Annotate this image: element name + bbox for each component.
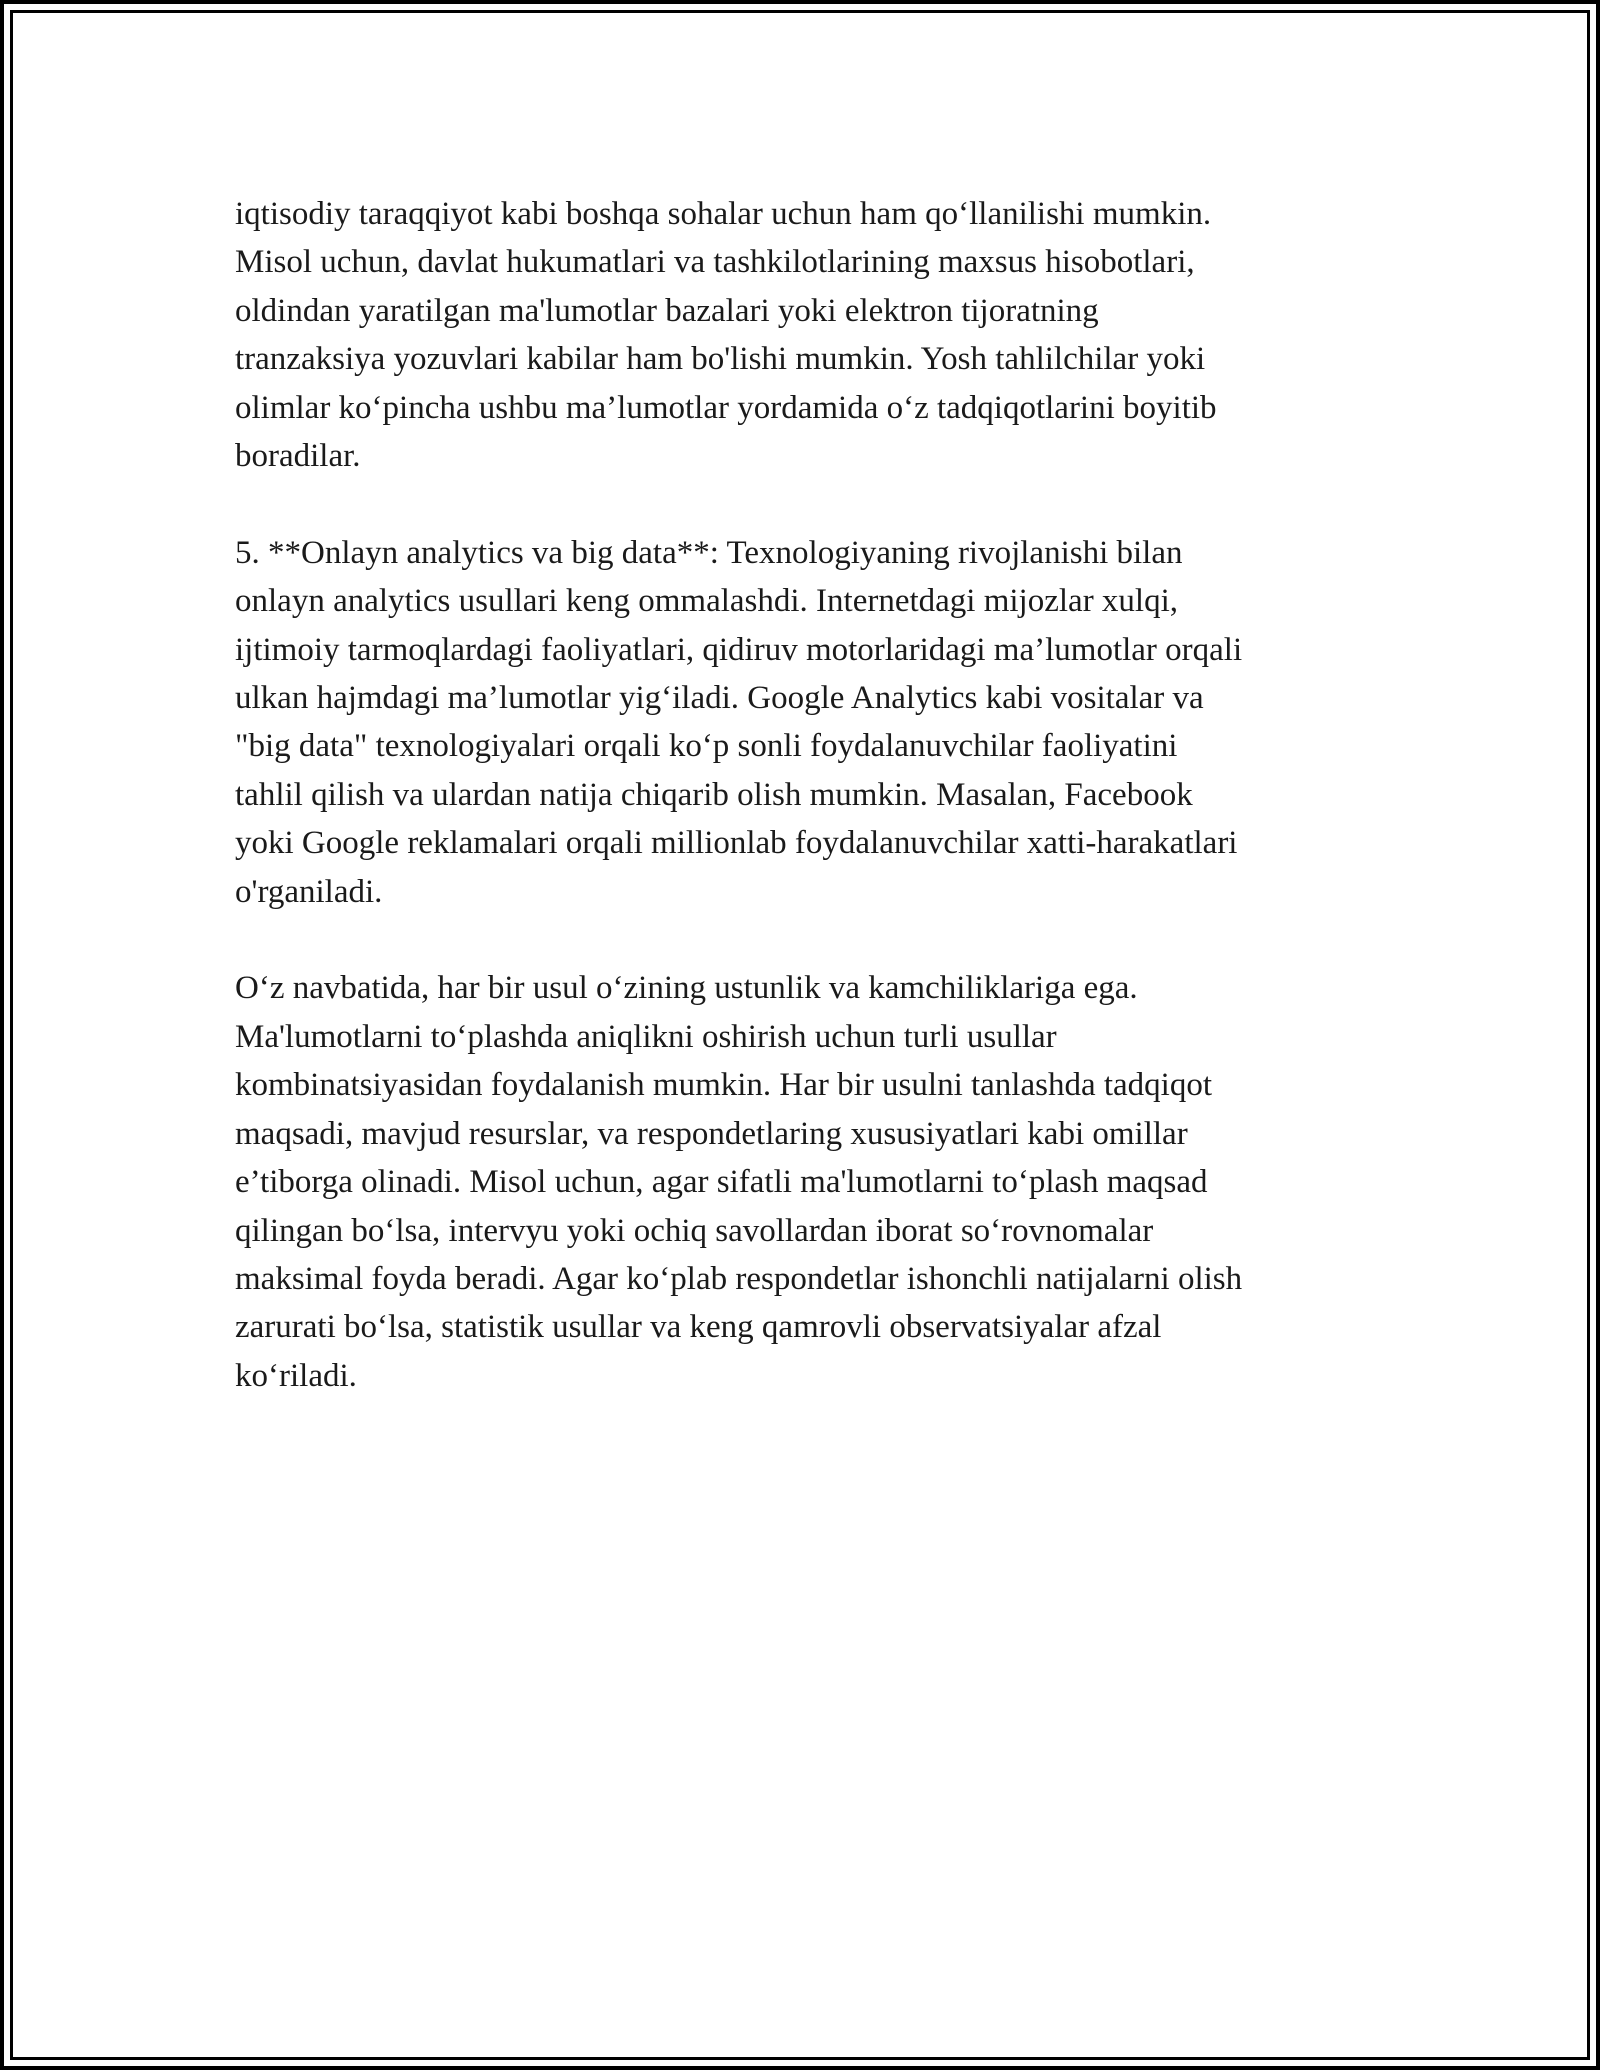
text-line: 5. **Onlayn analytics va big data**: Texnologiyaning rivojlanishi bilan: [235, 534, 1183, 571]
text-line: yoki Google reklamalari orqali millionlab foydalanuvchilar xatti-harakatlari: [235, 825, 1238, 862]
text-line: qilingan bo‘lsa, intervyu yoki ochiq savollardan iborat so‘rovnomalar: [235, 1212, 1154, 1249]
text-line: "big data" texnologiyalari orqali ko‘p sonli foydalanuvchilar faoliyatini: [235, 728, 1178, 765]
text-line: Misol uchun, davlat hukumatlari va tashkilotlarining maxsus hisobotlari,: [235, 244, 1195, 281]
paragraph-online-analytics: [235, 529, 1415, 916]
text-line: oldindan yaratilgan ma'lumotlar bazalari yoki elektron tijoratning: [235, 292, 1099, 329]
text-line: zarurati bo‘lsa, statistik usullar va keng qamrovli observatsiyalar afzal: [235, 1309, 1162, 1346]
text-line: tahlil qilish va ulardan natija chiqarib olish mumkin. Masalan, Facebook: [235, 776, 1193, 813]
text-line: e’tiborga olinadi. Misol uchun, agar sifatli ma'lumotlarni to‘plash maqsad: [235, 1164, 1208, 1201]
text-line: O‘z navbatida, har bir usul o‘zining ustunlik va kamchiliklariga ega.: [235, 970, 1138, 1007]
text-line: ijtimoiy tarmoqlardagi faoliyatlari, qidiruv motorlaridagi ma’lumotlar orqali: [235, 631, 1243, 668]
text-line: o'rganiladi.: [235, 873, 383, 910]
paragraph-conclusion: [235, 964, 1415, 1400]
text-line: maqsadi, mavjud resurslar, va respondetlaring xususiyatlari kabi omillar: [235, 1115, 1188, 1152]
text-line: ulkan hajmdagi ma’lumotlar yig‘iladi. Google Analytics kabi vositalar va: [235, 680, 1204, 717]
text-line: Ma'lumotlarni to‘plashda aniqlikni oshirish uchun turli usullar: [235, 1018, 1057, 1055]
text-line: iqtisodiy taraqqiyot kabi boshqa sohalar uchun ham qo‘llanilishi mumkin.: [235, 196, 1212, 232]
paragraph-secondary-data: [235, 190, 1415, 480]
text-line: olimlar ko‘pincha ushbu ma’lumotlar yordamida o‘z tadqiqotlarini boyitib: [235, 389, 1217, 426]
text-line: onlayn analytics usullari keng ommalashdi. Internetdagi mijozlar xulqi,: [235, 583, 1179, 620]
document-body: [235, 190, 1415, 1449]
text-line: kombinatsiyasidan foydalanish mumkin. Har bir usulni tanlashda tadqiqot: [235, 1067, 1213, 1104]
text-line: ko‘riladi.: [235, 1357, 357, 1394]
text-line: tranzaksiya yozuvlari kabilar ham bo'lishi mumkin. Yosh tahlilchilar yoki: [235, 341, 1206, 378]
text-line: boradilar.: [235, 438, 361, 475]
text-line: maksimal foyda beradi. Agar ko‘plab respondetlar ishonchli natijalarni olish: [235, 1260, 1243, 1297]
